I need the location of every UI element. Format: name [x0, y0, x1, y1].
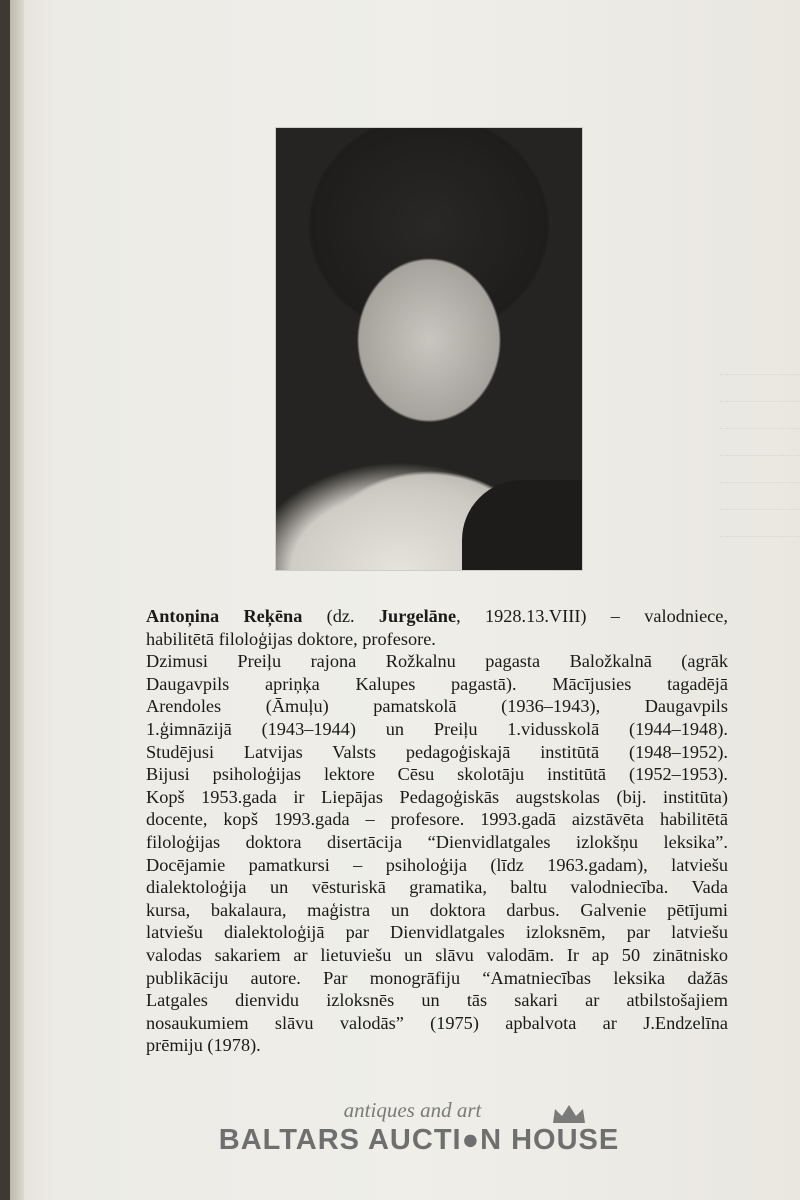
bio-line: nosaukumiem slāvu valodās” (1975) apbalvota ar J.Endzelīna — [146, 1012, 728, 1033]
bio-line: prēmiju (1978). — [146, 1035, 261, 1056]
bio-line: valodas sakariem ar lietuviešu un slāvu valodām. Ir ap 50 zinātnisko — [146, 944, 728, 965]
bio-line: habilitētā filoloģijas doktore, profesore. — [146, 628, 436, 649]
bio-line: Docējamie pamatkursi – psiholoģija (līdz 1963.gadam), latviešu — [146, 854, 728, 875]
portrait-photo — [276, 128, 582, 570]
bio-line: Daugavpils apriņķa Kalupes pagastā). Mācījusies tagadējā — [146, 673, 728, 694]
bio-line: Dzimusi Preiļu rajona Rožkalnu pagasta Baložkalnā (agrāk — [146, 651, 728, 672]
bio-line: Kopš 1953.gada ir Liepājas Pedagoģiskās augstskolas (bij. institūta) — [146, 786, 728, 807]
paren-open: (dz. — [302, 606, 379, 626]
biography-text — [146, 605, 728, 1057]
bio-line: filoloģijas doktora disertācija “Dienvidlatgales izlokšņu leksika”. — [146, 831, 728, 852]
bio-line: Arendoles (Āmuļu) pamatskolā (1936–1943), Daugavpils — [146, 696, 728, 717]
bio-line: dialektoloģija un vēsturiskā gramatika, baltu valodniecība. Vada — [146, 877, 728, 898]
bleed-through-text — [720, 360, 800, 780]
watermark-brand: BALTARS AUCTI●N HOUSE — [218, 1124, 620, 1156]
bio-line: Bijusi psiholoģijas lektore Cēsu skolotāju institūtā (1952–1953). — [146, 764, 728, 785]
first-line-rest: , 1928.13.VIII) – valodniece, — [456, 606, 728, 626]
subject-name: Antoņina Reķēna — [146, 606, 303, 626]
bio-line: kursa, bakalaura, maģistra un doktora darbus. Galvenie pētījumi — [146, 899, 728, 920]
watermark-tagline: antiques and art — [343, 1098, 482, 1122]
bio-line: Latgales dienvidu izloksnēs un tās sakari ar atbilstošajiem — [146, 990, 728, 1011]
bio-line: 1.ģimnāzijā (1943–1944) un Preiļu 1.vidusskolā (1944–1948). — [146, 718, 728, 739]
bio-first-line — [146, 605, 728, 628]
birth-name: Jurgelāne — [378, 606, 457, 626]
page-edge — [10, 0, 24, 1200]
bio-line: Studējusi Latvijas Valsts pedagoģiskajā institūtā (1948–1952). — [146, 741, 728, 762]
bio-line: docente, kopš 1993.gada – profesore. 1993.gadā aizstāvēta habilitētā — [146, 809, 728, 830]
bio-line: publikāciju autore. Par monogrāfiju “Amatniecības leksika dažās — [146, 967, 728, 988]
bio-line: latviešu dialektoloģijā par Dienvidlatgales izloksnēm, par latviešu — [146, 922, 728, 943]
